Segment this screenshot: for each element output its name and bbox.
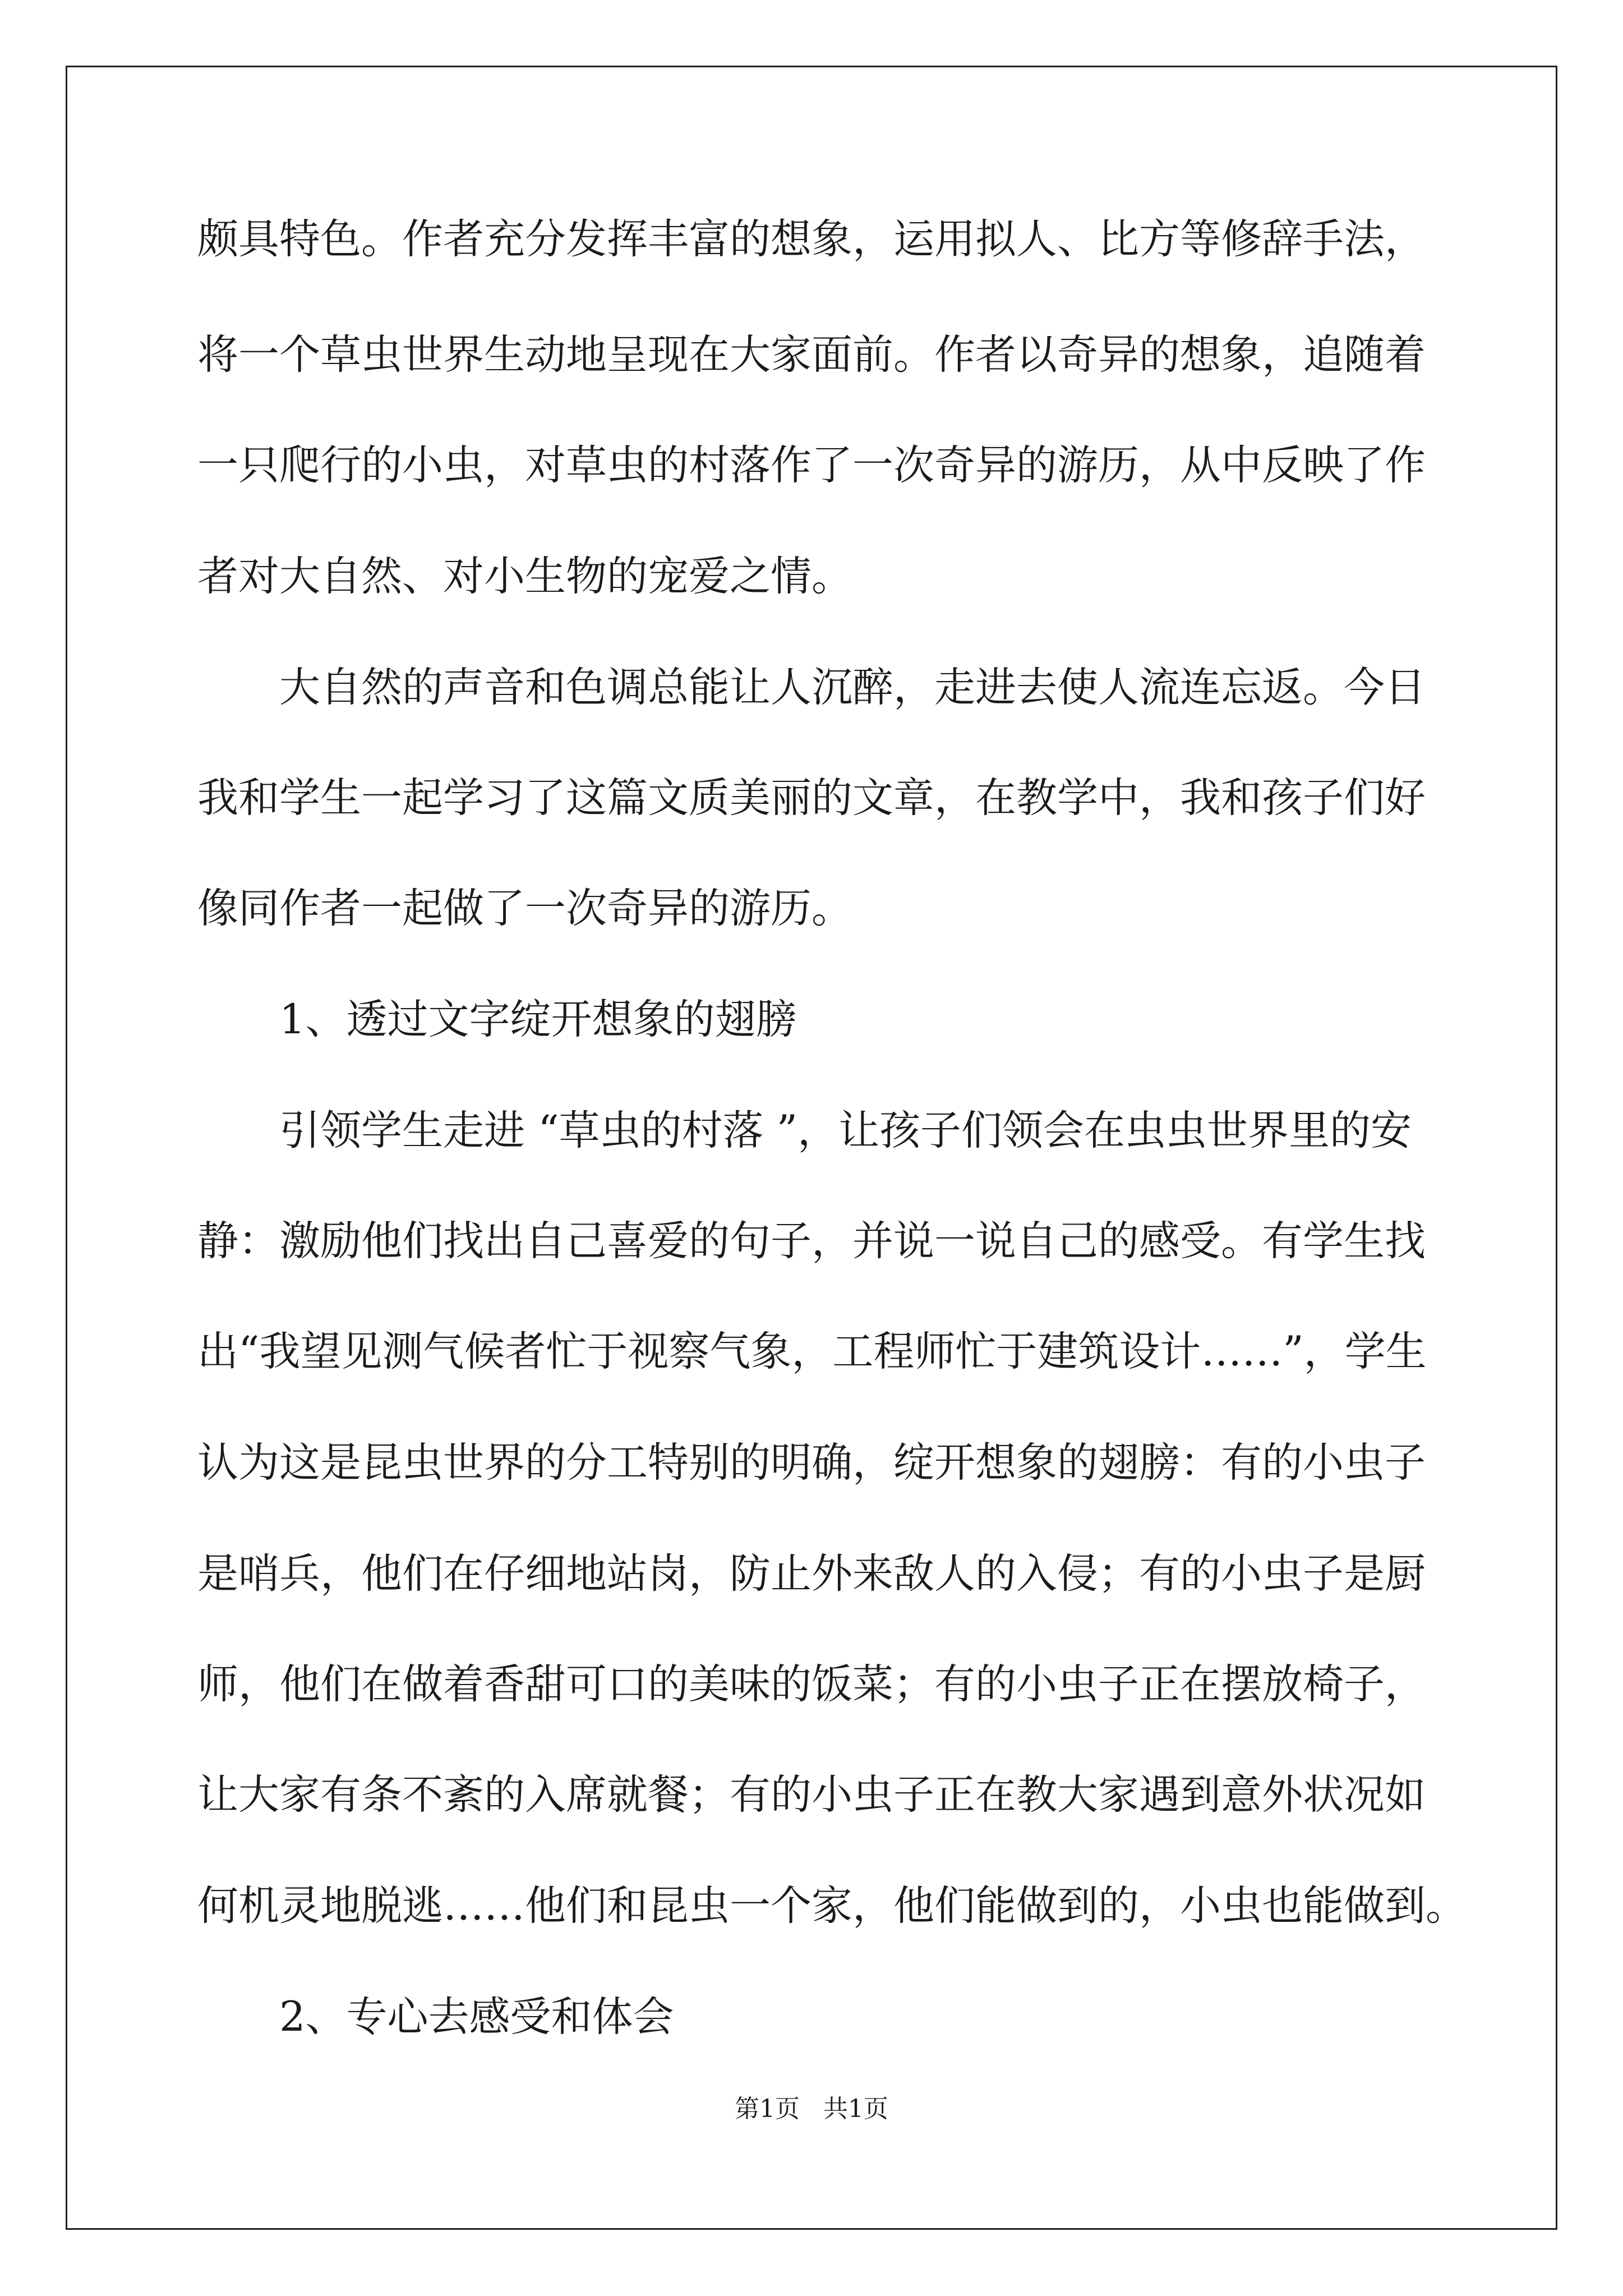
section-heading-2: 2、专心去感受和体会	[279, 1993, 674, 2041]
paragraph-3-line-7: 让大家有条不紊的入席就餐；有的小虫子正在教大家遇到意外状况如	[197, 1771, 1426, 1819]
paragraph-3-line-4: 认为这是昆虫世界的分工特别的明确，绽开想象的翅膀：有的小虫子	[197, 1439, 1426, 1487]
paragraph-3-line-6: 师，他们在做着香甜可口的美味的饭菜；有的小虫子正在摆放椅子，	[197, 1660, 1426, 1708]
paragraph-2-line-2: 我和学生一起学习了这篇文质美丽的文章，在教学中，我和孩子们好	[197, 774, 1426, 822]
paragraph-3-line-5: 是哨兵，他们在仔细地站岗，防止外来敌人的入侵；有的小虫子是厨	[197, 1550, 1426, 1598]
body-line-4: 者对大自然、对小生物的宠爱之情。	[197, 553, 852, 600]
paragraph-2-line-3: 像同作者一起做了一次奇异的游历。	[197, 885, 852, 932]
body-line-3: 一只爬行的小虫，对草虫的村落作了一次奇异的游历，从中反映了作	[197, 441, 1426, 489]
paragraph-2-line-1: 大自然的声音和色调总能让人沉醉，走进去使人流连忘返。今日	[279, 664, 1426, 711]
body-line-2: 将一个草虫世界生动地呈现在大家面前。作者以奇异的想象，追随着	[197, 331, 1426, 379]
paragraph-3-line-2: 静：激励他们找出自己喜爱的句子，并说一说自己的感受。有学生找	[197, 1217, 1426, 1265]
paragraph-3-line-8: 何机灵地脱逃……他们和昆虫一个家，他们能做到的，小虫也能做到。	[197, 1882, 1467, 1930]
page-number-footer: 第1页 共1页	[735, 2095, 888, 2123]
section-heading-1: 1、透过文字绽开想象的翅膀	[279, 996, 797, 1043]
body-line-1: 颇具特色。作者充分发挥丰富的想象，运用拟人、比方等修辞手法，	[197, 215, 1426, 263]
paragraph-3-line-1: 引领学生走进 “草虫的村落 ”，让孩子们领会在虫虫世界里的安	[279, 1107, 1412, 1154]
paragraph-3-line-3: 出“我望见测气候者忙于视察气象，工程师忙于建筑设计……”，学生	[197, 1328, 1427, 1375]
